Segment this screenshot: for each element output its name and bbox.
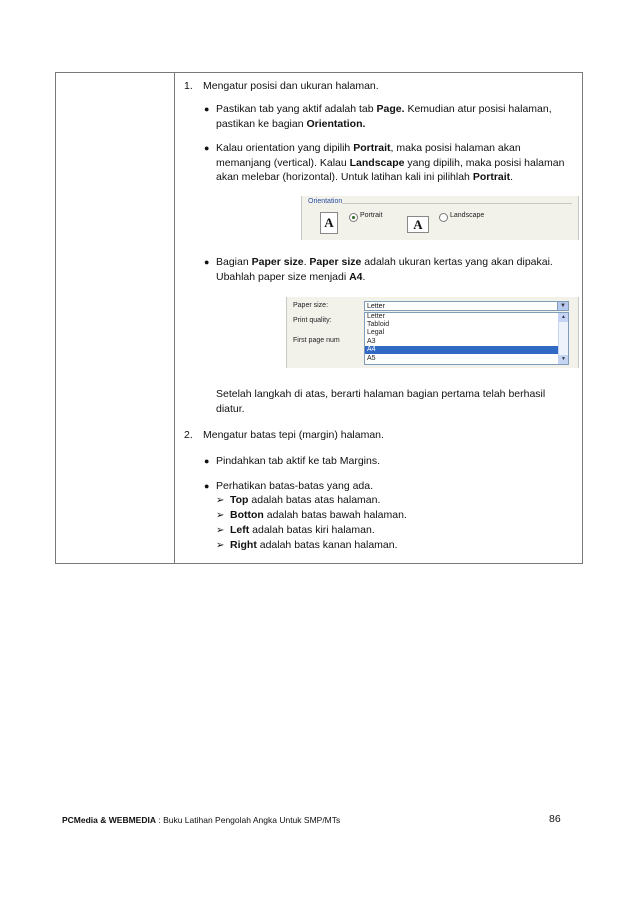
column-divider <box>174 73 175 563</box>
margin-item-left: ➢ Left adalah batas kiri halaman. <box>216 523 375 539</box>
footer-book-title: : Buku Latihan Pengolah Angka Untuk SMP/MTs <box>155 815 341 825</box>
bullet-icon: ● <box>204 257 210 267</box>
paper-option[interactable]: A3 <box>367 338 376 345</box>
step-2-text: Mengatur batas tepi (margin) halaman. <box>203 429 384 441</box>
arrow-bullet-icon: ➢ <box>216 525 225 536</box>
print-quality-label: Print quality: <box>293 317 332 324</box>
arrow-bullet-icon: ➢ <box>216 510 225 521</box>
paper-size-list[interactable] <box>364 312 569 365</box>
page-footer <box>62 815 340 825</box>
page-number: 86 <box>549 813 561 825</box>
bullet-icon: ● <box>204 456 210 466</box>
footer-brand: PCMedia & WEBMEDIA <box>62 815 156 825</box>
paper-option[interactable]: A5 <box>367 355 376 362</box>
portrait-page-icon: A <box>320 212 338 234</box>
bullet-page-tab: Pastikan tab yang aktif adalah tab Page. Kemudian atur posisi halaman, pastikan ke bagian Orientation. <box>216 103 552 130</box>
paper-size-combo-value: Letter <box>367 303 385 310</box>
bullet-orientation: Kalau orientation yang dipilih Portrait, maka posisi halaman akan memanjang (vertical). Kalau Landscape yang dipilih, maka posisi halaman akan melebar (horizontal). Untuk latihan kali ini pilihlah Portrait. <box>216 142 565 183</box>
paper-option[interactable]: Legal <box>367 329 385 336</box>
bullet-icon: ● <box>204 143 210 153</box>
paper-option-selected[interactable]: A4 <box>365 346 558 354</box>
orientation-legend: Orientation <box>308 198 343 205</box>
step-1-text: Mengatur posisi dan ukuran halaman. <box>203 80 379 92</box>
chevron-down-icon[interactable]: ▼ <box>557 302 568 310</box>
paper-size-panel-screenshot <box>286 297 579 368</box>
margin-item-top: ➢ Top adalah batas atas halaman. <box>216 493 380 509</box>
bullet-icon: ● <box>204 481 210 491</box>
bullet-icon: ● <box>204 104 210 114</box>
first-page-label: First page num <box>293 337 340 344</box>
group-box-line <box>342 203 572 204</box>
paper-option[interactable]: Tabloid <box>367 321 390 328</box>
content-table <box>55 72 583 564</box>
paper-size-label: Paper size: <box>293 302 329 309</box>
step-1-number: 1. <box>184 80 193 92</box>
bullet-margins-tab: Pindahkan tab aktif ke tab Margins. <box>216 455 381 467</box>
step-2-number: 2. <box>184 429 193 441</box>
paper-size-combo[interactable] <box>364 301 569 311</box>
list-scrollbar[interactable] <box>558 313 568 364</box>
margin-item-right: ➢ Right adalah batas kanan halaman. <box>216 538 398 554</box>
arrow-bullet-icon: ➢ <box>216 495 225 506</box>
margin-item-bottom: ➢ Botton adalah batas bawah halaman. <box>216 508 407 524</box>
portrait-radio[interactable] <box>349 213 358 222</box>
landscape-radio[interactable] <box>439 213 448 222</box>
bullet-paper-size: Bagian Paper size. Paper size adalah ukuran kertas yang akan dipakai. Ubahlah paper size menjadi A4. <box>216 256 553 283</box>
bullet-margins-list: Perhatikan batas-batas yang ada. <box>216 480 374 492</box>
paper-option[interactable]: Letter <box>367 313 385 320</box>
portrait-label: Portrait <box>360 212 383 219</box>
scroll-up-icon[interactable]: ▲ <box>559 313 568 322</box>
landscape-page-icon: A <box>407 216 429 233</box>
landscape-label: Landscape <box>450 212 485 219</box>
arrow-bullet-icon: ➢ <box>216 540 225 551</box>
scroll-down-icon[interactable]: ▼ <box>559 355 568 364</box>
after-paragraph: Setelah langkah di atas, berarti halaman bagian pertama telah berhasil diatur. <box>216 388 546 415</box>
orientation-panel-screenshot <box>301 196 579 240</box>
